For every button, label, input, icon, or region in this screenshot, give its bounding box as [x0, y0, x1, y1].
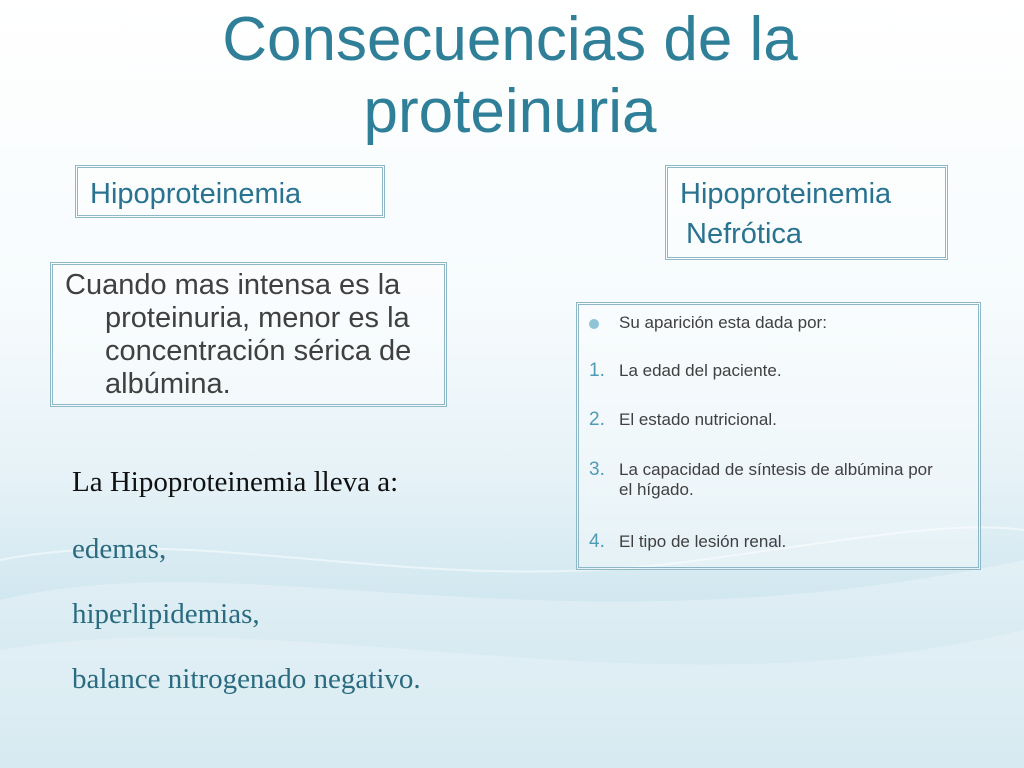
factor-number: 2. — [589, 409, 605, 430]
hipoproteinemia-heading: Hipoproteinemia — [90, 178, 302, 210]
factors-intro-text: Su aparición esta dada por: — [619, 313, 827, 332]
concentration-note-box — [50, 262, 447, 407]
factor-text: La edad del paciente. — [619, 361, 782, 380]
factor-item — [589, 532, 949, 552]
consequence-item: hiperlipidemias, — [72, 598, 260, 630]
nefrotica-heading-line2: Nefrótica — [686, 218, 803, 250]
nefrotica-heading-line1: Hipoproteinemia — [680, 178, 892, 210]
concentration-note: Cuando mas intensa es la proteinuria, menor es la concentración sérica de albúmina. — [65, 269, 412, 400]
consequence-item: edemas, — [72, 533, 167, 565]
factors-intro — [589, 313, 827, 333]
factor-text: El tipo de lesión renal. — [619, 532, 787, 551]
slide-title: Consecuencias de la proteinuria — [222, 5, 798, 146]
hipoproteinemia-nefrotica-heading-box — [665, 165, 948, 260]
factor-number: 3. — [589, 459, 605, 480]
consequence-item: balance nitrogenado negativo. — [72, 663, 421, 695]
factor-item — [589, 410, 949, 430]
factor-number: 4. — [589, 531, 605, 552]
factor-text: El estado nutricional. — [619, 410, 777, 429]
hipoproteinemia-heading-box — [75, 165, 385, 218]
consequences-lead: La Hipoproteinemia lleva a: — [72, 466, 399, 498]
bullet-icon — [589, 319, 599, 329]
factors-box — [576, 302, 981, 570]
factor-number: 1. — [589, 360, 605, 381]
factor-text: La capacidad de síntesis de albúmina por el hígado. — [619, 460, 933, 499]
factor-item — [589, 361, 949, 381]
factor-item — [589, 460, 949, 500]
